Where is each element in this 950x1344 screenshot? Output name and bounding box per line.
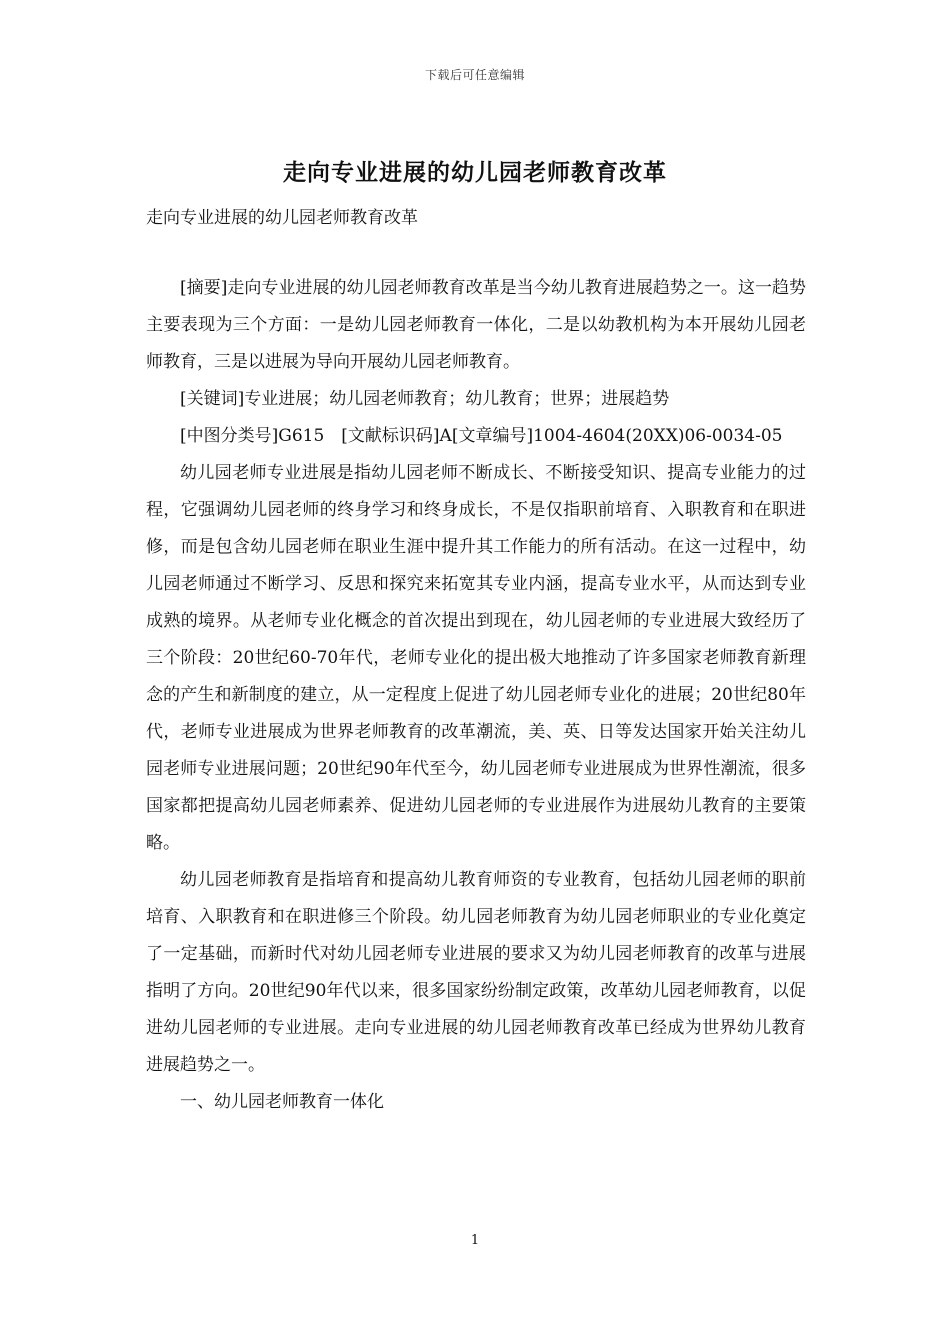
document-body bbox=[146, 270, 806, 1121]
page-number: 1 bbox=[470, 1233, 480, 1248]
section-heading: 一、幼儿园老师教育一体化 bbox=[180, 1092, 384, 1112]
keywords-paragraph: [关键词]专业进展；幼儿园老师教育；幼儿教育；世界；进展趋势 bbox=[180, 389, 670, 409]
document-title: 走向专业进展的幼儿园老师教育改革 bbox=[283, 159, 667, 186]
page-header-note: 下载后可任意编辑 bbox=[424, 68, 525, 82]
classification-paragraph: [中图分类号]G615 [文献标识码]A[文章编号]1004-4604(20XX)06-0034-05 bbox=[180, 426, 783, 446]
document-subtitle: 走向专业进展的幼儿园老师教育改革 bbox=[146, 208, 418, 228]
abstract-paragraph: [摘要]走向专业进展的幼儿园老师教育改革是当今幼儿教育进展趋势之一。这一趋势主要表现为三个方面：一是幼儿园老师教育一体化，二是以幼教机构为本开展幼儿园老师教育，三是以进展为导向开展幼儿园老师教育。 bbox=[146, 278, 806, 372]
body-paragraph: 幼儿园老师教育是指培育和提高幼儿教育师资的专业教育，包括幼儿园老师的职前培育、入职教育和在职进修三个阶段。幼儿园老师教育为幼儿园老师职业的专业化奠定了一定基础，而新时代对幼儿园老师专业进展的要求又为幼儿园老师教育的改革与进展指明了方向。20世纪90年代以来，很多国家纷纷制定政策，改革幼儿园老师教育，以促进幼儿园老师的专业进展。走向专业进展的幼儿园老师教育改革已经成为世界幼儿教育进展趋势之一。 bbox=[146, 870, 806, 1075]
body-paragraph: 幼儿园老师专业进展是指幼儿园老师不断成长、不断接受知识、提高专业能力的过程，它强调幼儿园老师的终身学习和终身成长，不是仅指职前培育、入职教育和在职进修，而是包含幼儿园老师在职业生涯中提升其工作能力的所有活动。在这一过程中，幼儿园老师通过不断学习、反思和探究来拓宽其专业内涵，提高专业水平，从而达到专业成熟的境界。从老师专业化概念的首次提出到现在，幼儿园老师的专业进展大致经历了三个阶段：20世纪60-70年代，老师专业化的提出极大地推动了许多国家老师教育新理念的产生和新制度的建立，从一定程度上促进了幼儿园老师专业化的进展；20世纪80年代，老师专业进展成为世界老师教育的改革潮流，美、英、日等发达国家开始关注幼儿园老师专业进展问题；20世纪90年代至今，幼儿园老师专业进展成为世界性潮流，很多国家都把提高幼儿园老师素养、促进幼儿园老师的专业进展作为进展幼儿教育的主要策略。 bbox=[146, 463, 806, 853]
